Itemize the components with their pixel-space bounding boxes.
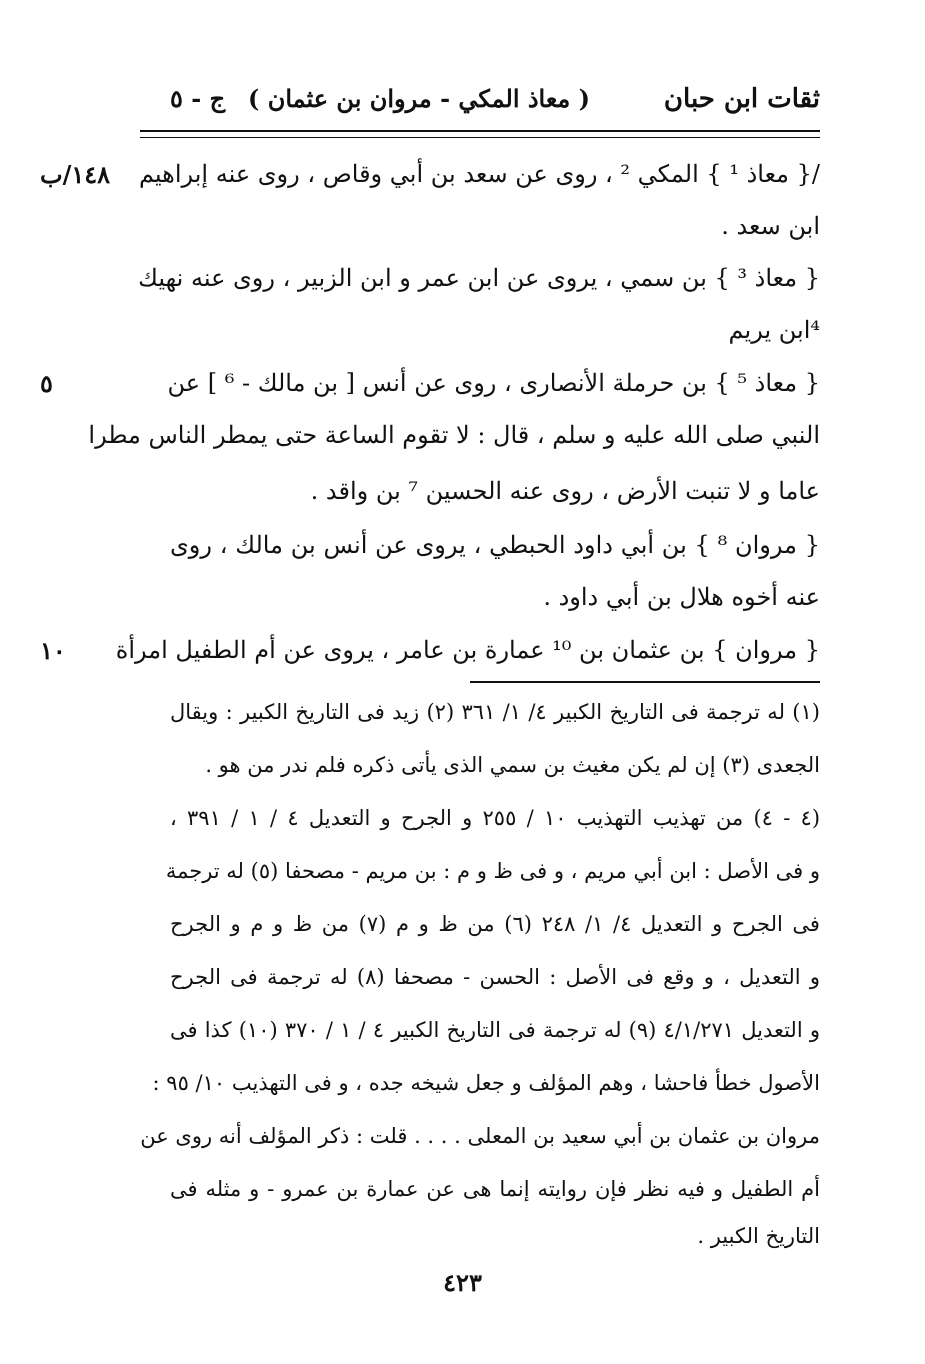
footnote-line: و التعديل ، و وقع فى الأصل : الحسن - مصحفا (٨) له ترجمة فى الجرح bbox=[170, 965, 820, 989]
margin-line-number-5: ٥ bbox=[40, 369, 53, 398]
margin-folio: ١٤٨/ب bbox=[40, 160, 111, 189]
body-line: { مروان } بن عثمان بن ¹⁰ عمارة بن عامر ، يروى عن أم الطفيل امرأة bbox=[115, 636, 820, 664]
volume-label: ج - ٥ bbox=[170, 84, 226, 113]
body-line: { معاذ ⁵ } بن حرملة الأنصارى ، روى عن أنس [ بن مالك - ⁶ ] عن bbox=[167, 369, 820, 397]
section-title: ( معاذ المكي - مروان بن عثمان ) bbox=[247, 84, 590, 113]
footnote-line: (١) له ترجمة فى التاريخ الكبير ٤/ ١/ ٣٦١ (٢) زيد فى التاريخ الكبير : ويقال bbox=[170, 700, 820, 724]
header-rule bbox=[140, 130, 820, 138]
running-header bbox=[140, 78, 820, 122]
body-line: ابن سعد . bbox=[721, 212, 820, 240]
body-line: النبي صلى الله عليه و سلم ، قال : لا تقوم الساعة حتى يمطر الناس مطرا bbox=[88, 421, 820, 449]
footnote-line: الجعدى (٣) إن لم يكن مغيث بن سمي الذى يأتى ذكره فلم ندر من هو . bbox=[205, 753, 820, 777]
body-line: عاما و لا تنبت الأرض ، روى عنه الحسين ⁷ بن واقد . bbox=[310, 477, 820, 505]
body-line: ⁴ابن يريم bbox=[728, 316, 820, 344]
body-line: { مروان ⁸ } بن أبي داود الحبطي ، يروى عن أنس بن مالك ، روى bbox=[170, 531, 820, 559]
footnote-line: أم الطفيل و فيه نظر فإن روايته إنما هى عن عمارة بن عمرو - و مثله فى bbox=[170, 1177, 820, 1201]
body-line: عنه أخوه هلال بن أبي داود . bbox=[543, 583, 820, 611]
footnote-line: و التعديل ٤/١/٢٧١ (٩) له ترجمة فى التاريخ الكبير ٤ / ١ / ٣٧٠ (١٠) كذا فى bbox=[170, 1018, 820, 1042]
footnote-line: (٤ - ٤) من تهذيب التهذيب ١٠ / ٢٥٥ و الجرح و التعديل ٤ / ١ / ٣٩١ ، bbox=[170, 806, 821, 830]
footnote-line: الأصول خطأ فاحشا ، وهم المؤلف و جعل شيخه جده ، و فى التهذيب ١٠/ ٩٥ : bbox=[152, 1071, 820, 1095]
page-number: ٤٢٣ bbox=[443, 1268, 482, 1297]
margin-line-number-10: ١٠ bbox=[40, 636, 66, 665]
book-title: ثقات ابن حبان bbox=[663, 84, 820, 114]
body-line: { معاذ ³ } بن سمي ، يروى عن ابن عمر و ابن الزبير ، روى عنه نهيك bbox=[138, 264, 820, 292]
footnote-rule bbox=[470, 681, 820, 683]
footnote-line: فى الجرح و التعديل ٤/ ١/ ٢٤٨ (٦) من ظ و م (٧) من ظ و م و الجرح bbox=[170, 912, 820, 936]
footnote-line: مروان بن عثمان بن أبي سعيد بن المعلى . . . . قلت : ذكر المؤلف أنه روى عن bbox=[140, 1124, 820, 1148]
footnote-line: و فى الأصل : ابن أبي مريم ، و فى ظ و م : بن مريم - مصحفا (٥) له ترجمة bbox=[165, 859, 820, 883]
footnote-line: التاريخ الكبير . bbox=[697, 1224, 820, 1248]
body-line: /{ معاذ ¹ } المكي ² ، روى عن سعد بن أبي وقاص ، روى عنه إبراهيم bbox=[138, 160, 820, 188]
